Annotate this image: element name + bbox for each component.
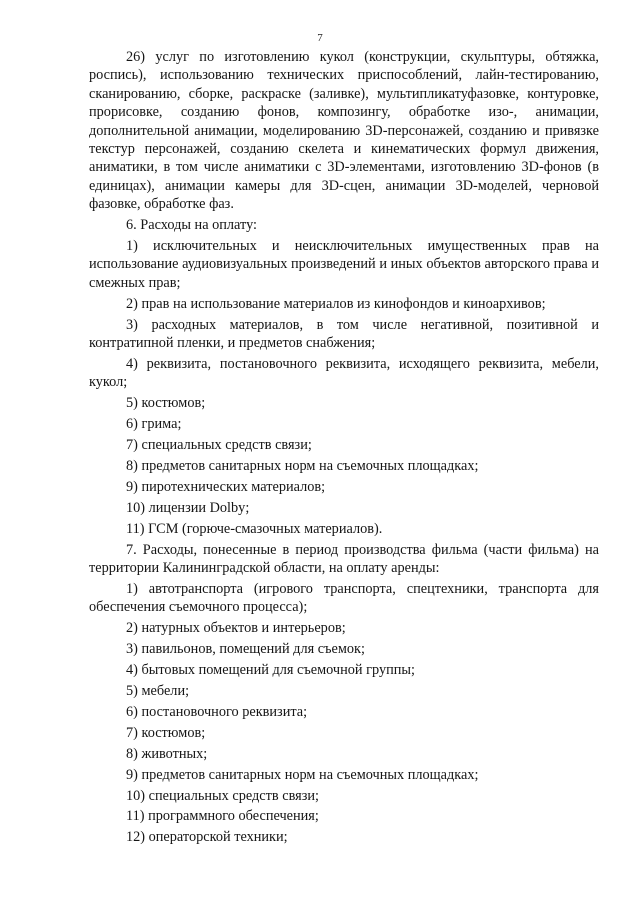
list-item: 1) автотранспорта (игрового транспорта, спецтехники, транспорта для обеспечения съемочного процесса); — [89, 580, 599, 616]
list-item: 11) программного обеспечения; — [126, 808, 319, 825]
list-item: 5) мебели; — [126, 683, 190, 699]
section-7-heading: 7. Расходы, понесенные в период производства фильма (части фильма) на территории Калининградской области, на оплату аренды: — [89, 541, 599, 577]
paragraph-item-26-services: 26) услуг по изготовлению кукол (конструкции, скульптуры, обтяжка, роспись), использованию технических приспособлений, лайн-тестированию, сканированию, сборке, раскраске (заливке), мультипликатуфазовке, контуровке, прорисовке, созданию фонов, композингу, обработке изо-, анимации, дополнительной анимации, моделированию 3D-персонажей, созданию и привязке текстур персонажей, созданию скелета и кинематических формул движения, аниматики, в том числе аниматики с 3D-элементами, изготовлению 3D-фонов (в единицах), анимации камеры для 3D-сцен, анимации 3D-моделей, черновой фазовке, обработке фаз. — [89, 49, 599, 213]
list-item: 8) животных; — [126, 745, 208, 762]
list-item: 9) предметов санитарных норм на съемочных площадках; — [126, 766, 479, 783]
document-body — [89, 48, 599, 849]
list-item: 11) ГСМ (горюче-смазочных материалов). — [126, 520, 383, 537]
list-item: 4) реквизита, постановочного реквизита, исходящего реквизита, мебели, кукол; — [89, 356, 599, 391]
section-6-heading: 6. Расходы на оплату: — [126, 217, 258, 234]
list-item: 3) павильонов, помещений для съемок; — [126, 641, 365, 658]
list-item: 7) костюмов; — [126, 724, 206, 741]
list-item: 7) специальных средств связи; — [126, 437, 312, 454]
list-item: 10) лицензии Dolby; — [126, 499, 250, 516]
list-item: 6) постановочного реквизита; — [126, 703, 308, 720]
list-item: 6) грима; — [126, 416, 182, 433]
list-item: 2) натурных объектов и интерьеров; — [126, 620, 346, 637]
list-item: 10) специальных средств связи; — [126, 787, 319, 804]
list-item: 5) костюмов; — [126, 395, 206, 412]
list-item: 2) прав на использование материалов из кинофондов и киноархивов; — [126, 295, 546, 312]
list-item: 4) бытовых помещений для съемочной группы; — [126, 662, 415, 679]
list-item: 8) предметов санитарных норм на съемочных площадках; — [126, 458, 479, 475]
list-item: 3) расходных материалов, в том числе негативной, позитивной и контратипной пленки, и предметов снабжения; — [89, 316, 599, 352]
list-item: 12) операторской техники; — [126, 829, 288, 846]
page-number: 7 — [317, 32, 323, 44]
list-item: 1) исключительных и неисключительных имущественных прав на использование аудиовизуальных произведений и иных объектов авторского права и смежных прав; — [89, 238, 599, 291]
list-item: 9) пиротехнических материалов; — [126, 478, 326, 495]
